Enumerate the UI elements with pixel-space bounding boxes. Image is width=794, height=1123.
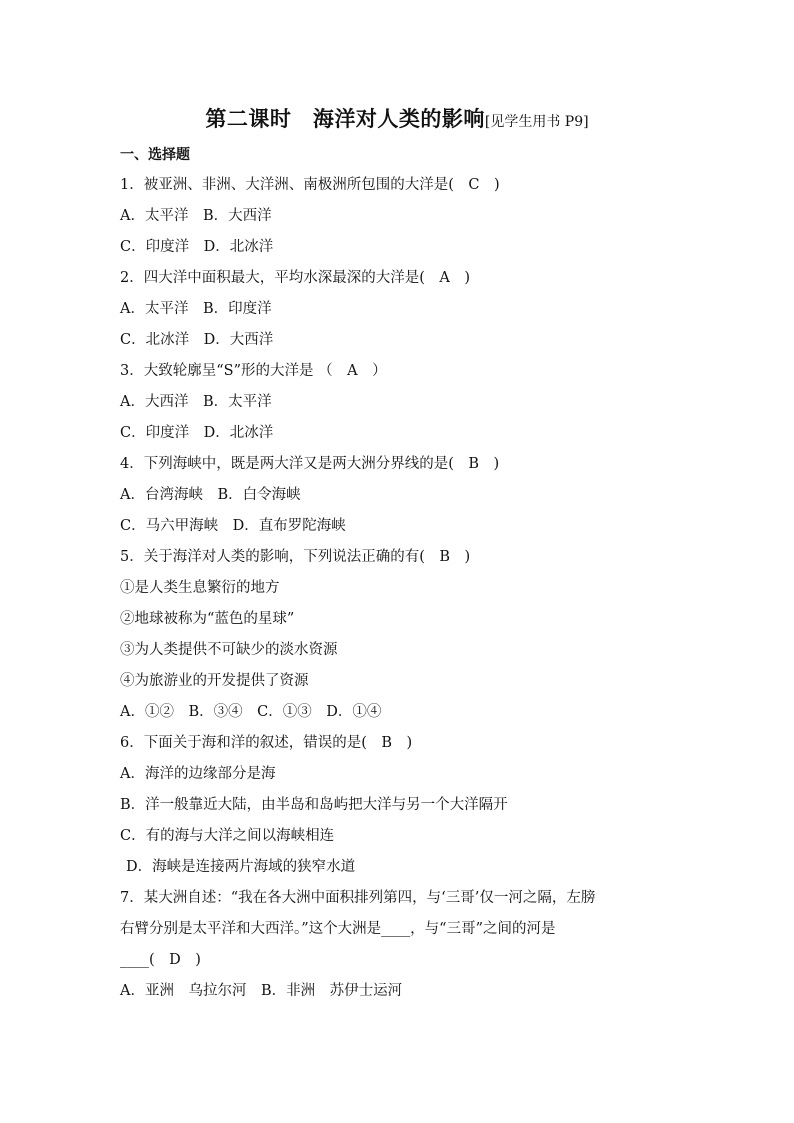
title-reference: [见学生用书 P9]	[484, 114, 589, 130]
question-5-statement-4: ④为旅游业的开发提供了资源	[120, 673, 309, 689]
question-6-option-c: C．有的海与大洋之间以海峡相连	[120, 828, 335, 844]
question-7-stem-line-1: 7．某大洲自述：“我在各大洲中面积排列第四，与‘三哥’仅一河之隔，左膀	[120, 890, 596, 906]
question-4-options-cd: C．马六甲海峡 D．直布罗陀海峡	[120, 518, 346, 534]
question-6-stem: 6．下面关于海和洋的叙述，错误的是( B )	[120, 735, 413, 751]
question-2-stem: 2．四大洋中面积最大，平均水深最深的大洋是( A )	[120, 270, 471, 286]
question-1-stem: 1．被亚洲、非洲、大洋洲、南极洲所包围的大洋是( C )	[120, 177, 500, 193]
question-6-option-a: A．海洋的边缘部分是海	[120, 766, 276, 782]
section-heading: 一、选择题	[120, 147, 190, 163]
question-4-options-ab: A．台湾海峡 B．白令海峡	[120, 487, 301, 503]
title-main: 第二课时 海洋对人类的影响	[205, 106, 485, 131]
question-7-options-ab: A．亚洲 乌拉尔河 B．非洲 苏伊士运河	[120, 983, 403, 999]
question-2-options-cd: C．北冰洋 D．大西洋	[120, 332, 274, 348]
question-2-options-ab: A．太平洋 B．印度洋	[120, 301, 272, 317]
question-6-option-d: D．海峡是连接两片海域的狭窄水道	[126, 859, 356, 875]
page-title	[0, 103, 794, 133]
question-5-statement-3: ③为人类提供不可缺少的淡水资源	[120, 642, 338, 658]
question-list	[120, 170, 680, 1007]
question-7-stem-line-2: 右臂分别是太平洋和大西洋。”这个大洲是____，与“三哥”之间的河是	[120, 921, 556, 937]
question-5-statement-2: ②地球被称为“蓝色的星球”	[120, 611, 295, 627]
question-7-stem-line-3: ____( D )	[120, 952, 201, 968]
question-1-options-ab: A．太平洋 B．大西洋	[120, 208, 272, 224]
question-5-options: A．①② B．③④ C．①③ D．①④	[120, 704, 382, 720]
question-6-option-b: B．洋一般靠近大陆，由半岛和岛屿把大洋与另一个大洋隔开	[120, 797, 508, 813]
question-5-stem: 5．关于海洋对人类的影响，下列说法正确的有( B )	[120, 549, 471, 565]
question-4-stem: 4．下列海峡中，既是两大洋又是两大洲分界线的是( B )	[120, 456, 500, 472]
question-3-options-ab: A．大西洋 B．太平洋	[120, 394, 272, 410]
question-1-options-cd: C．印度洋 D．北冰洋	[120, 239, 274, 255]
question-3-options-cd: C．印度洋 D．北冰洋	[120, 425, 274, 441]
question-3-stem: 3．大致轮廓呈“S”形的大洋是 （ A ）	[120, 363, 387, 379]
question-5-statement-1: ①是人类生息繁衍的地方	[120, 580, 280, 596]
